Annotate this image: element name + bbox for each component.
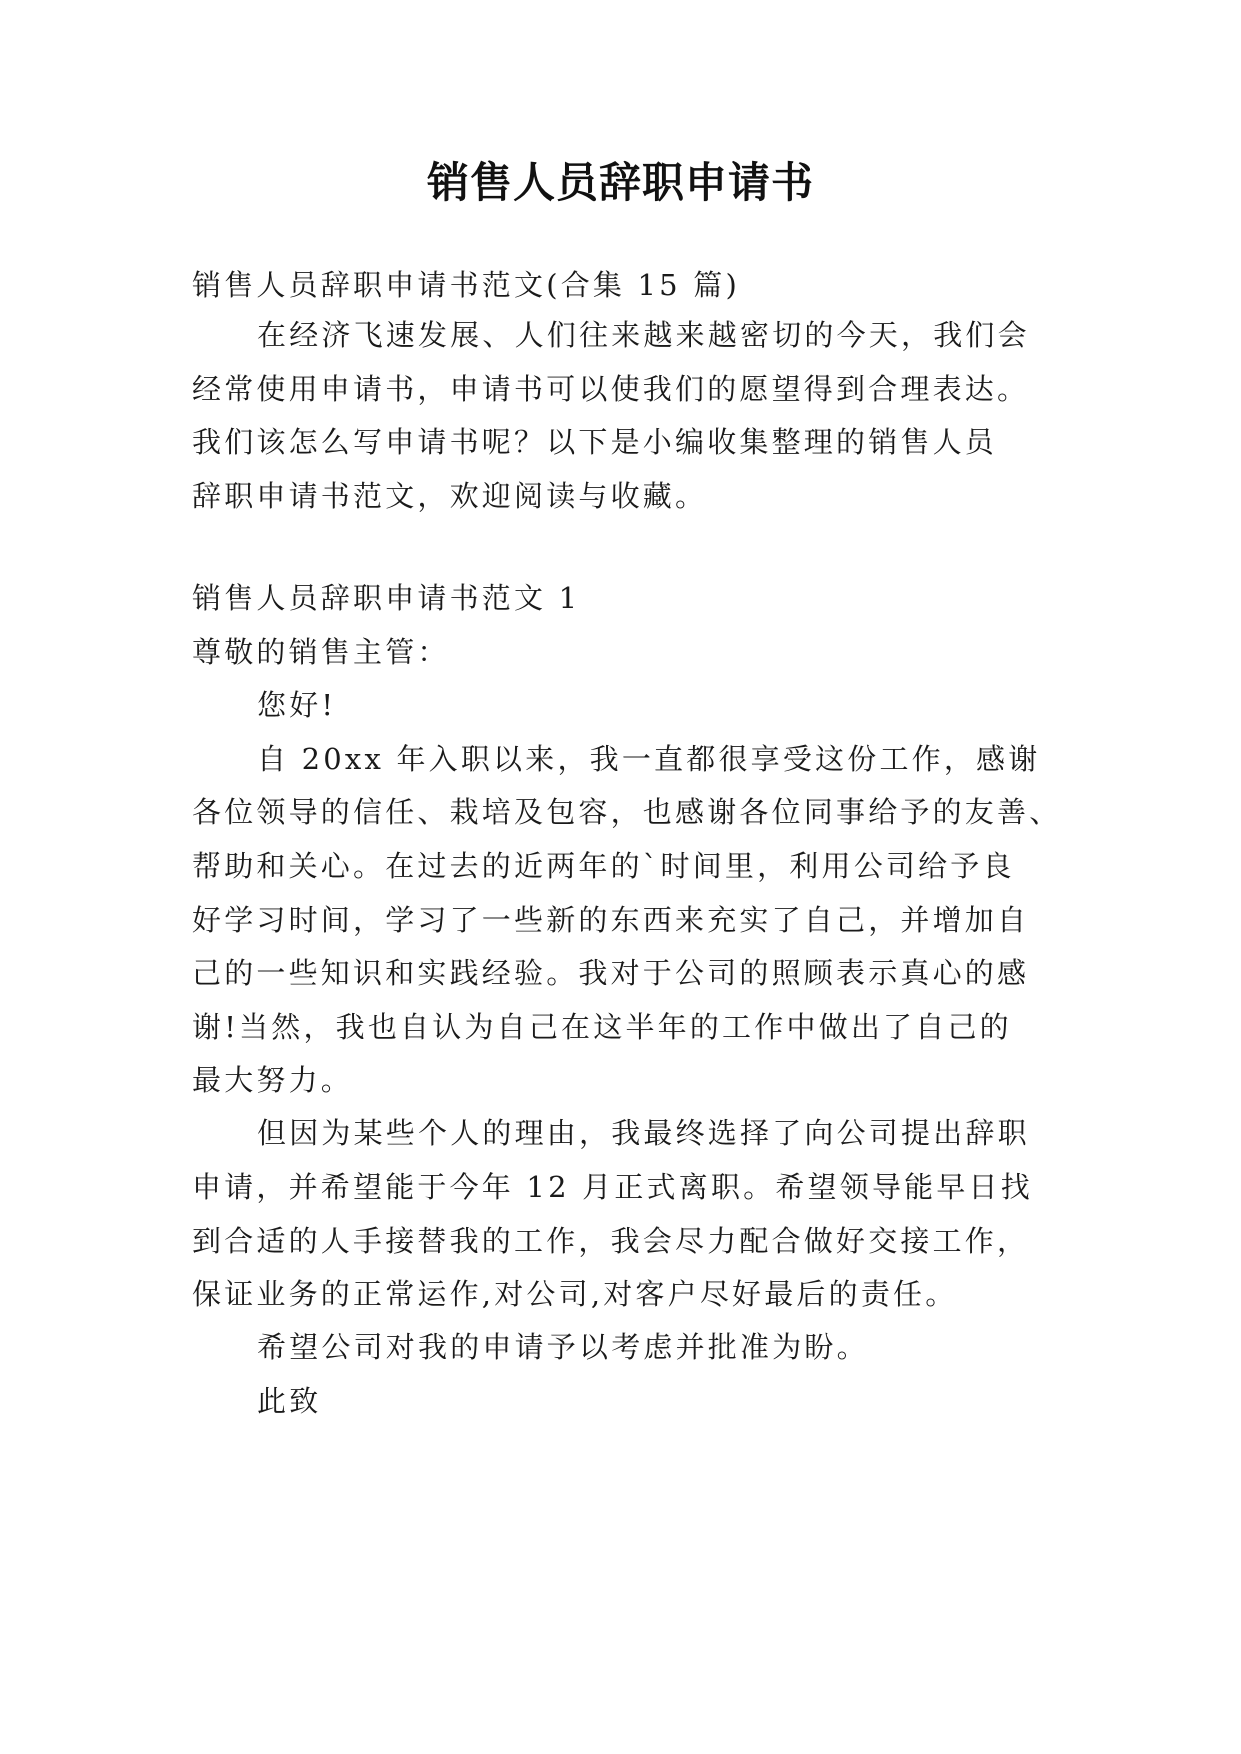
paragraph-line: 希望公司对我的申请予以考虑并批准为盼。 bbox=[257, 1330, 869, 1364]
paragraph-line: 己的一些知识和实践经验。我对于公司的照顾表示真心的感 bbox=[192, 956, 1030, 990]
intro-line: 辞职申请书范文，欢迎阅读与收藏。 bbox=[192, 479, 708, 513]
section-heading: 销售人员辞职申请书范文 1 bbox=[192, 581, 581, 615]
document-subtitle: 销售人员辞职申请书范文(合集 15 篇) bbox=[192, 268, 740, 302]
paragraph-line: 保证业务的正常运作,对公司,对客户尽好最后的责任。 bbox=[192, 1277, 958, 1311]
paragraph-line: 谢!当然，我也自认为自己在这半年的工作中做出了自己的 bbox=[192, 1010, 1012, 1044]
document-title: 销售人员辞职申请书 bbox=[426, 158, 814, 207]
paragraph-line: 到合适的人手接替我的工作，我会尽力配合做好交接工作， bbox=[192, 1224, 1030, 1258]
paragraph-line: 最大努力。 bbox=[192, 1063, 354, 1097]
intro-line: 经常使用申请书，申请书可以使我们的愿望得到合理表达。 bbox=[192, 372, 1030, 406]
paragraph-line: 申请，并希望能于今年 12 月正式离职。希望领导能早日找 bbox=[192, 1170, 1033, 1204]
greeting: 您好! bbox=[257, 688, 337, 722]
closing: 此致 bbox=[257, 1384, 322, 1418]
paragraph-line: 但因为某些个人的理由，我最终选择了向公司提出辞职 bbox=[257, 1116, 1030, 1150]
intro-line: 我们该怎么写申请书呢？以下是小编收集整理的销售人员 bbox=[192, 425, 998, 459]
paragraph-line: 帮助和关心。在过去的近两年的`时间里，利用公司给予良 bbox=[192, 849, 1015, 883]
paragraph-line: 自 20xx 年入职以来，我一直都很享受这份工作，感谢 bbox=[257, 742, 1041, 776]
paragraph-line: 好学习时间，学习了一些新的东西来充实了自己，并增加自 bbox=[192, 903, 1030, 937]
salutation: 尊敬的销售主管： bbox=[192, 635, 450, 669]
intro-line: 在经济飞速发展、人们往来越来越密切的今天，我们会 bbox=[257, 318, 1030, 352]
paragraph-line: 各位领导的信任、栽培及包容，也感谢各位同事给予的友善、 bbox=[192, 795, 1062, 829]
